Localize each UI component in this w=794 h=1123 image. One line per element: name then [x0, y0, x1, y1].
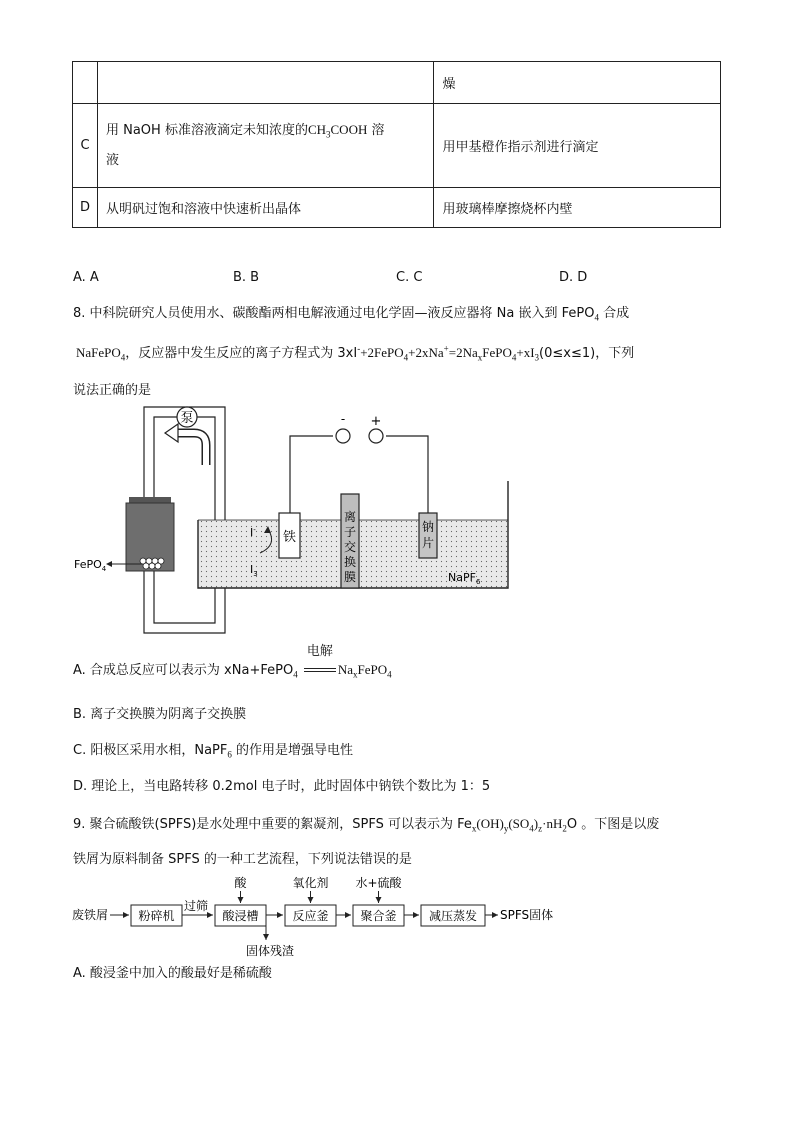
q8-option-a: A. 合成总反应可以表示为 xNa+FePO$_4$ 电解 $Na_xFePO_4$: [73, 644, 392, 680]
electrolysis-condition: 电解: [302, 661, 338, 681]
oxidant-label: 氧化剂: [292, 876, 329, 890]
table-cell: [73, 62, 98, 104]
q9-stem-line1: 9. 聚合硫酸铁(SPFS)是水处理中重要的絮凝剂，SPFS 可以表示为 $Fe_x(OH)_y(SO_4)_z\cdot nH_2O$ 。下图是以废: [73, 816, 660, 834]
water-acid-label: 水+硫酸: [355, 876, 402, 890]
pump-label: 泵: [180, 411, 194, 426]
q8-stem-line2: NaFePO$_4$，反应器中发生反应的离子方程式为 $3xI^-+2FePO_4+2xNa^+=2Na_xFePO_4+xI_3(0\le x\le 1)$，下列: [76, 343, 635, 363]
option-d: D. D: [559, 270, 588, 285]
q8-option-c: C. 阳极区采用水相，NaPF$_6$ 的作用是增强导电性: [73, 743, 353, 760]
svg-text:反应釜: 反应釜: [292, 909, 329, 923]
iodide-label: I-: [250, 526, 256, 539]
wire-negative: [290, 436, 333, 513]
q9-stem-line2: 铁屑为原料制备 SPFS 的一种工艺流程，下列说法错误的是: [73, 852, 412, 867]
row-label: D: [73, 188, 98, 228]
svg-text:离: 离: [343, 510, 357, 524]
minus-sign: -: [340, 412, 346, 426]
svg-text:膜: 膜: [343, 570, 357, 584]
residue-label: 固体残渣: [246, 944, 295, 958]
fepo4-output-label: FePO$_4$: [74, 558, 107, 573]
iron-label: 铁: [282, 530, 297, 545]
svg-text:减压蒸发: 减压蒸发: [428, 909, 478, 923]
table-cell: 用 NaOH 标准溶液滴定未知浓度的$CH_3COOH$ 溶 液: [97, 104, 434, 188]
svg-text:聚合釜: 聚合釜: [360, 909, 397, 923]
flow-arrow-fill: [175, 433, 206, 465]
flow-start-label: 废铁屑: [72, 908, 109, 922]
table-row: [73, 188, 721, 228]
option-c: C. C: [396, 270, 423, 285]
column-cap: [129, 497, 171, 503]
process-flow-diagram: [70, 872, 590, 962]
svg-text:钠: 钠: [421, 520, 435, 534]
svg-text:换: 换: [343, 555, 357, 569]
electrolyte-label: NaPF$_6$: [448, 571, 481, 586]
q9-option-a: A. 酸浸釜中加入的酸最好是稀硫酸: [73, 966, 272, 981]
electrochemical-reactor-diagram: [70, 405, 520, 635]
q8-option-b: B. 离子交换膜为阴离子交换膜: [73, 707, 247, 722]
q7-options-table: [72, 61, 721, 228]
table-cell: 用玻璃棒摩擦烧杯内壁: [434, 188, 721, 228]
triiodide-label: $I_3$: [250, 563, 258, 578]
svg-text:片: 片: [421, 536, 435, 550]
q8-stem-line3: 说法正确的是: [73, 383, 152, 398]
wire-positive: [386, 436, 428, 513]
plus-sign: +: [370, 414, 382, 429]
svg-text:酸浸槽: 酸浸槽: [222, 909, 259, 923]
flow-end-label: SPFS固体: [500, 908, 554, 922]
q8-stem-line1: 8. 中科院研究人员使用水、碳酸酯两相电解液通过电化学固—液反应器将 Na 嵌入到 FePO$_4$ 合成: [73, 306, 630, 323]
option-a: A. A: [73, 270, 99, 285]
flow-arrow-head: [165, 424, 178, 442]
option-b: B. B: [233, 270, 260, 285]
acid-label: 酸: [234, 876, 247, 890]
svg-text:交: 交: [343, 540, 357, 554]
table-cell: 燥: [434, 62, 721, 104]
positive-terminal: [369, 429, 383, 443]
row-label: C: [73, 104, 98, 188]
svg-text:粉碎机: 粉碎机: [138, 909, 175, 923]
table-row: [73, 104, 721, 188]
sieve-label: 过筛: [184, 899, 209, 913]
svg-text:子: 子: [343, 525, 357, 539]
negative-terminal: [336, 429, 350, 443]
table-cell: 用甲基橙作指示剂进行滴定: [434, 104, 721, 188]
q8-option-d: D. 理论上，当电路转移 0.2mol 电子时，此时固体中钠铁个数比为 1：5: [73, 779, 491, 794]
table-row: [73, 62, 721, 104]
table-cell: [97, 62, 434, 104]
output-arrow-head: [106, 561, 112, 567]
membrane-label: [344, 510, 356, 584]
table-cell: 从明矾过饱和溶液中快速析出晶体: [97, 188, 434, 228]
